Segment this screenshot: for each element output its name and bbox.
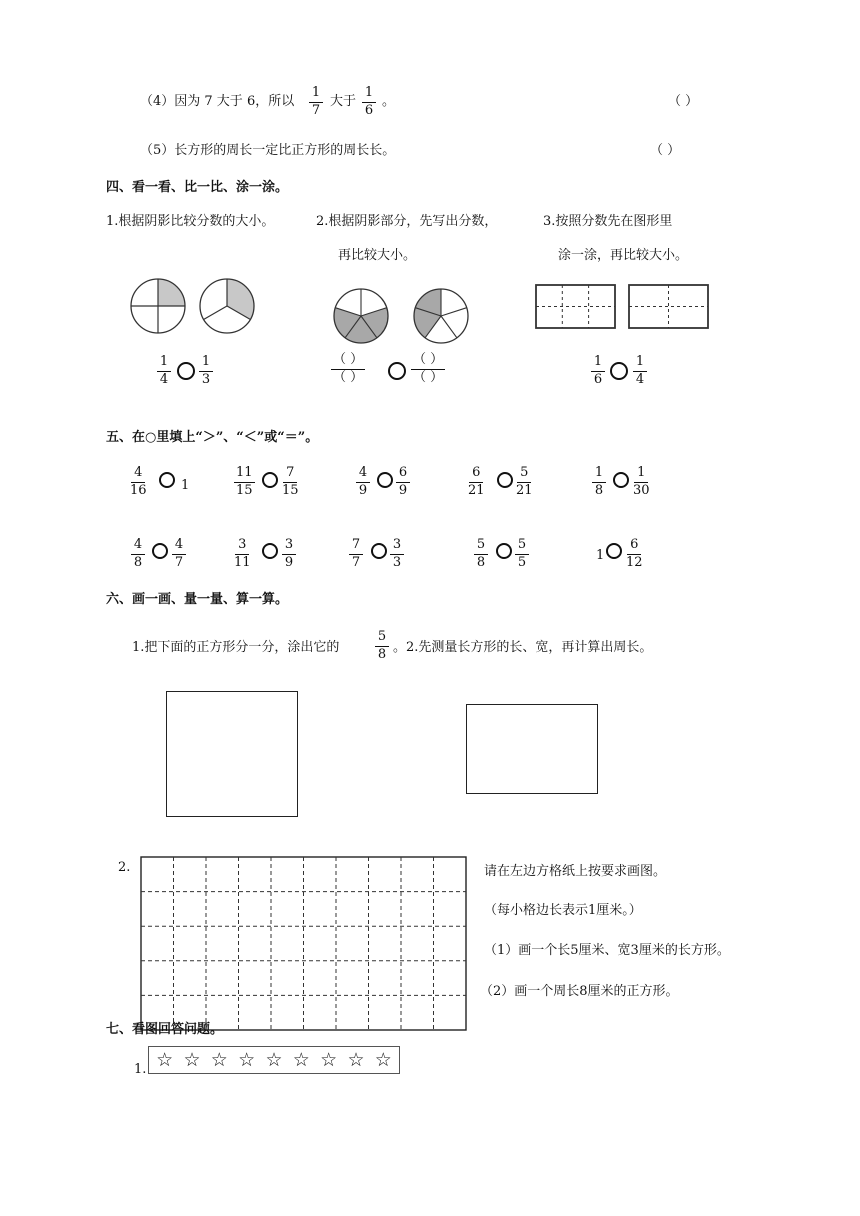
section-4-q2-label-line1: 2.根据阴影部分，先写出分数， <box>316 214 498 229</box>
s5-r2-c3-compare-circle[interactable] <box>371 543 387 559</box>
section-4-q1-label: 1.根据阴影比较分数的大小。 <box>106 214 275 229</box>
numerator: 1 <box>592 466 606 483</box>
q3-fraction-right <box>633 355 647 388</box>
circle-third-shaded <box>197 276 257 336</box>
denominator: 4 <box>159 371 169 387</box>
s5-r1-c2-compare-circle[interactable] <box>262 472 278 488</box>
star-icon: ☆ <box>156 1049 174 1071</box>
s5-r1-c2-right <box>282 466 299 499</box>
denominator: 8 <box>476 554 486 570</box>
section-4-q2-label-line2: 再比较大小。 <box>338 248 417 263</box>
numerator-blank[interactable]: （ ） <box>331 353 365 370</box>
denominator: 3 <box>392 554 402 570</box>
q2-fraction-blank-left[interactable] <box>331 353 365 386</box>
s5-r1-c3-compare-circle[interactable] <box>377 472 393 488</box>
numerator: 4 <box>131 538 145 555</box>
star-icon: ☆ <box>347 1049 365 1071</box>
s5-r2-c5-left-whole: 1 <box>596 548 605 563</box>
numerator: 5 <box>515 538 529 555</box>
star-icon: ☆ <box>292 1049 310 1071</box>
circle-quarter-shaded <box>128 276 188 336</box>
s5-r2-c2-right <box>282 538 296 571</box>
section-6-q1-prefix: 1.把下面的正方形分一分，涂出它的 <box>132 640 340 655</box>
numerator: 1 <box>633 355 647 372</box>
star-box <box>148 1046 400 1074</box>
numerator: 3 <box>282 538 296 555</box>
judge-item-4-mid: 大于 <box>330 94 357 109</box>
judge-item-5-text: （5）长方形的周长一定比正方形的周长长。 <box>140 143 396 158</box>
denominator: 4 <box>635 371 645 387</box>
grid-instruction-3: （1）画一个长5厘米、宽3厘米的长方形。 <box>484 943 730 958</box>
s5-r2-c2-left <box>234 538 251 571</box>
s5-r2-c1-left <box>131 538 145 571</box>
fraction-one-seventh <box>309 86 323 119</box>
grid-instruction-1: 请在左边方格纸上按要求画图。 <box>484 864 667 879</box>
denominator: 8 <box>133 554 143 570</box>
denominator: 5 <box>517 554 527 570</box>
s5-r1-c1-right-whole: 1 <box>181 478 190 493</box>
denominator: 9 <box>358 482 368 498</box>
q1-compare-circle[interactable] <box>177 362 195 380</box>
q1-fraction-left <box>157 355 171 388</box>
numerator: 1 <box>157 355 171 372</box>
section-7-title: 七、看图回答问题。 <box>106 1022 224 1037</box>
numerator-blank[interactable]: （ ） <box>411 353 445 370</box>
section-6-q1-fraction <box>375 630 389 663</box>
s5-r1-c2-left <box>234 466 255 499</box>
denominator-blank[interactable]: （ ） <box>413 369 444 385</box>
judge-item-4-answer-paren[interactable]: （ ） <box>668 94 699 109</box>
denominator: 8 <box>377 646 387 662</box>
star-icon: ☆ <box>210 1049 228 1071</box>
star-icon: ☆ <box>320 1049 338 1071</box>
q2-compare-circle[interactable] <box>388 362 406 380</box>
s5-r1-c5-right <box>633 466 650 499</box>
denominator: 15 <box>282 482 299 498</box>
section-7-q1-label: 1. <box>134 1062 147 1077</box>
section-4-title: 四、看一看、比一比、涂一涂。 <box>106 180 289 195</box>
grid-paper[interactable] <box>140 856 468 1032</box>
q2-fraction-blank-right[interactable] <box>411 353 445 386</box>
numerator: 6 <box>396 466 410 483</box>
denominator: 7 <box>351 554 361 570</box>
s5-r1-c1-left <box>130 466 147 499</box>
numerator: 4 <box>172 538 186 555</box>
s5-r1-c5-left <box>592 466 606 499</box>
numerator: 3 <box>390 538 404 555</box>
denominator: 6 <box>593 371 603 387</box>
numerator: 3 <box>235 538 249 555</box>
denominator: 21 <box>468 482 485 498</box>
section-5-title: 五、在○里填上“＞”、“＜”或“＝”。 <box>106 430 319 445</box>
star-icon: ☆ <box>265 1049 283 1071</box>
circle-fifths-three-shaded <box>331 286 391 346</box>
s5-r1-c5-compare-circle[interactable] <box>613 472 629 488</box>
denominator: 12 <box>626 554 643 570</box>
numerator: 5 <box>375 630 389 647</box>
judge-item-4-suffix: 。 <box>382 94 396 109</box>
section-6-q2-label: 2. <box>118 860 131 875</box>
denominator: 16 <box>130 482 147 498</box>
numerator: 5 <box>517 466 531 483</box>
denominator-blank[interactable]: （ ） <box>333 369 364 385</box>
numerator: 6 <box>627 538 641 555</box>
star-icon: ☆ <box>238 1049 256 1071</box>
denominator: 6 <box>364 102 374 118</box>
section-6-title: 六、画一画、量一量、算一算。 <box>106 592 289 607</box>
s5-r2-c3-right <box>390 538 404 571</box>
fraction-one-sixth <box>362 86 376 119</box>
numerator: 1 <box>309 86 323 103</box>
denominator: 7 <box>311 102 321 118</box>
s5-r1-c4-compare-circle[interactable] <box>497 472 513 488</box>
rectangle-sixths-dashed <box>535 284 617 330</box>
section-4-q3-label-line2: 涂一涂，再比较大小。 <box>558 248 689 263</box>
numerator: 1 <box>199 355 213 372</box>
s5-r2-c5-compare-circle[interactable] <box>606 543 622 559</box>
numerator: 7 <box>283 466 297 483</box>
s5-r2-c4-compare-circle[interactable] <box>496 543 512 559</box>
denominator: 9 <box>284 554 294 570</box>
q1-fraction-right <box>199 355 213 388</box>
numerator: 6 <box>469 466 483 483</box>
numerator: 7 <box>349 538 363 555</box>
section-4-q3-label-line1: 3.按照分数先在图形里 <box>543 214 673 229</box>
s5-r2-c5-right <box>626 538 643 571</box>
judge-item-5-answer-paren[interactable]: （ ） <box>650 143 681 158</box>
s5-r1-c3-left <box>356 466 370 499</box>
rectangle-quarters-dashed <box>628 284 710 330</box>
s5-r2-c1-right <box>172 538 186 571</box>
numerator: 1 <box>591 355 605 372</box>
numerator: 1 <box>634 466 648 483</box>
numerator: 4 <box>356 466 370 483</box>
s5-r2-c3-left <box>349 538 363 571</box>
star-icon: ☆ <box>374 1049 392 1071</box>
denominator: 7 <box>174 554 184 570</box>
s5-r2-c4-left <box>474 538 488 571</box>
numerator: 4 <box>131 466 145 483</box>
numerator: 11 <box>234 466 255 483</box>
s5-r1-c4-left <box>468 466 485 499</box>
denominator: 11 <box>234 554 251 570</box>
denominator: 21 <box>516 482 533 498</box>
denominator: 3 <box>201 371 211 387</box>
rectangle-to-measure[interactable] <box>466 704 598 794</box>
denominator: 9 <box>398 482 408 498</box>
square-to-divide[interactable] <box>166 691 298 817</box>
section-6-q1-suffix: 。2.先测量长方形的长、宽，再计算出周长。 <box>393 640 653 655</box>
star-icon: ☆ <box>183 1049 201 1071</box>
s5-r1-c3-right <box>396 466 410 499</box>
s5-r2-c2-compare-circle[interactable] <box>262 543 278 559</box>
numerator: 5 <box>474 538 488 555</box>
denominator: 8 <box>594 482 604 498</box>
circle-fifths-two-shaded <box>411 286 471 346</box>
denominator: 15 <box>236 482 253 498</box>
grid-instruction-2: （每小格边长表示1厘米。） <box>484 903 642 918</box>
s5-r1-c4-right <box>516 466 533 499</box>
numerator: 1 <box>362 86 376 103</box>
grid-instruction-4: （2）画一个周长8厘米的正方形。 <box>480 984 679 999</box>
denominator: 30 <box>633 482 650 498</box>
s5-r2-c1-compare-circle[interactable] <box>152 543 168 559</box>
s5-r2-c4-right <box>515 538 529 571</box>
q3-fraction-left <box>591 355 605 388</box>
s5-r1-c1-compare-circle[interactable] <box>159 472 175 488</box>
judge-item-4-text: （4）因为 7 大于 6，所以 <box>140 94 295 109</box>
q3-compare-circle[interactable] <box>610 362 628 380</box>
